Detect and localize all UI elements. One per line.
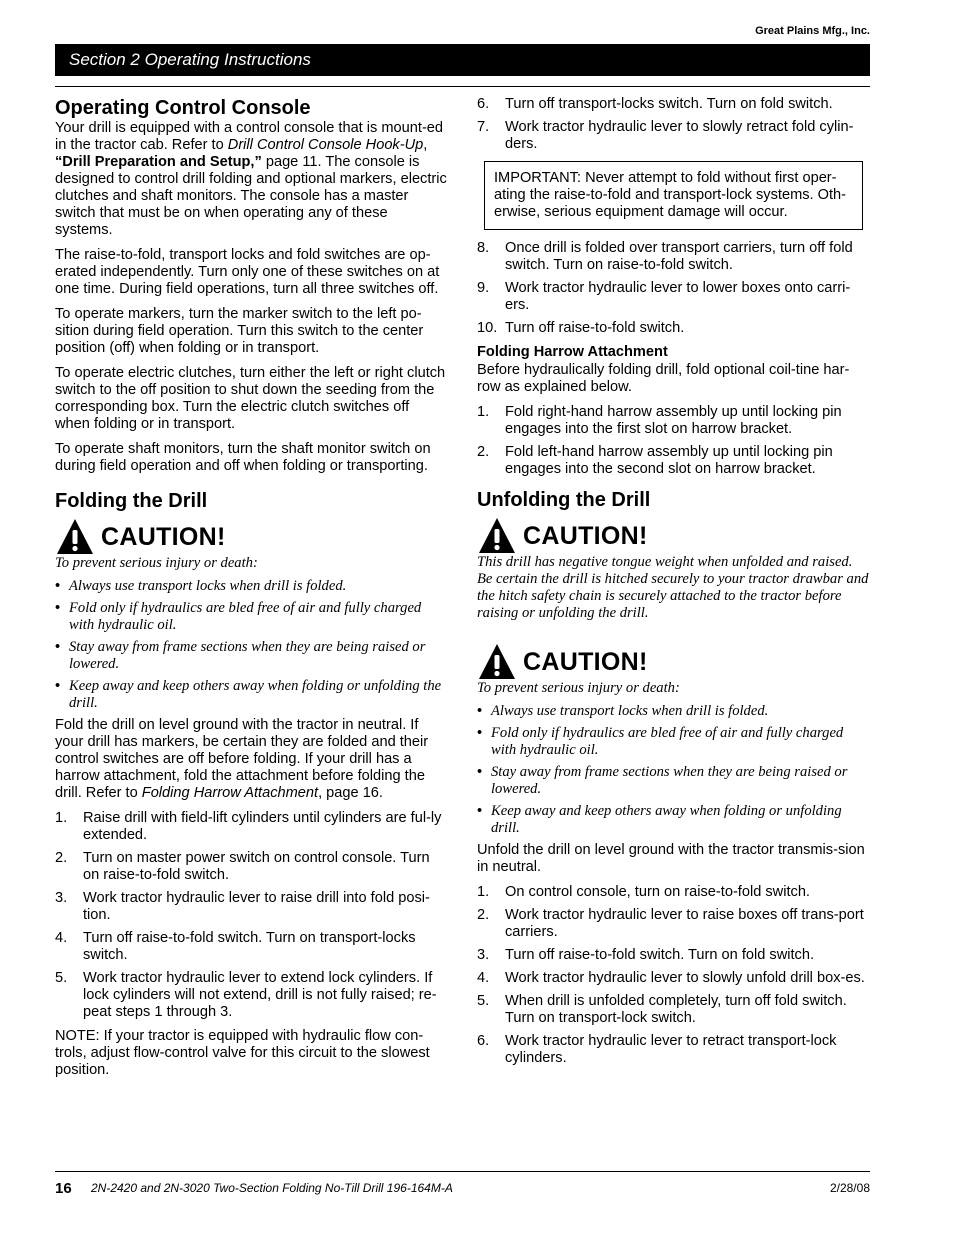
important-box: IMPORTANT: Never attempt to fold without first oper-ating the raise-to-fold and transport-lock systems. Oth-erwise, serious equipment damage will occur. xyxy=(484,161,863,230)
unfold-paragraph: Unfold the drill on level ground with the tractor transmis-sion in neutral. xyxy=(477,842,865,875)
list-item xyxy=(477,444,870,478)
monitors-paragraph: To operate shaft monitors, turn the shaft monitor switch on during field operation and off when folding or transporting. xyxy=(55,441,431,474)
list-item xyxy=(477,119,870,153)
left-column xyxy=(55,96,448,1087)
list-item xyxy=(477,320,870,337)
bullet-text: Stay away from frame sections when they are being raised or lowered. xyxy=(491,764,848,797)
step-number: 4. xyxy=(55,930,68,946)
bullet-icon: • xyxy=(477,803,483,819)
step-number: 4. xyxy=(477,970,490,986)
bullet-icon: • xyxy=(477,764,483,780)
step-text: Work tractor hydraulic lever to retract transport-lock cylinders. xyxy=(505,1033,837,1066)
right-column xyxy=(477,96,870,1074)
step-number: 2. xyxy=(477,444,490,460)
step-number: 2. xyxy=(55,850,68,866)
step-text: Turn on master power switch on control console. Turn on raise-to-fold switch. xyxy=(83,850,430,883)
header-rule xyxy=(55,86,870,87)
step-text: Work tractor hydraulic lever to slowly unfold drill box-es. xyxy=(505,970,865,986)
step-number: 9. xyxy=(477,280,490,296)
bullet-item xyxy=(477,725,870,759)
step-number: 7. xyxy=(477,119,490,135)
bullet-icon: • xyxy=(477,725,483,741)
bullet-text: Fold only if hydraulics are bled free of air and fully charged with hydraulic oil. xyxy=(491,725,844,758)
warning-icon xyxy=(477,516,517,556)
caution-banner-tongue xyxy=(477,514,870,558)
bullet-item xyxy=(55,678,448,712)
caution-bullets xyxy=(55,578,448,712)
step-number: 3. xyxy=(477,947,490,963)
bullet-icon: • xyxy=(55,600,61,616)
step-text: Turn off transport-locks switch. Turn on fold switch. xyxy=(505,96,833,112)
bullet-text: Always use transport locks when drill is folded. xyxy=(491,703,769,719)
list-item xyxy=(477,884,870,901)
warning-icon xyxy=(55,517,95,557)
bullet-item xyxy=(55,578,448,595)
document-title: 2N-2420 and 2N-3020 Two-Section Folding No-Till Drill 196-164M-A xyxy=(91,1181,453,1195)
step-number: 1. xyxy=(477,404,490,420)
list-item xyxy=(477,240,870,274)
unfolding-steps xyxy=(477,884,870,1067)
list-item xyxy=(477,993,870,1027)
list-item xyxy=(55,850,448,884)
bullet-text: Keep away and keep others away when folding or unfolding drill. xyxy=(491,803,842,836)
list-item xyxy=(477,970,870,987)
step-text: Turn off raise-to-fold switch. xyxy=(505,320,685,336)
harrow-intro: Before hydraulically folding drill, fold optional coil-tine har-row as explained below. xyxy=(477,362,850,395)
step-text: Fold right-hand harrow assembly up until locking pin engages into the first slot on harrow bracket. xyxy=(505,404,842,437)
caution-label: CAUTION! xyxy=(101,522,226,551)
step-number: 5. xyxy=(477,993,490,1009)
caution-banner xyxy=(55,515,448,559)
step-text: Work tractor hydraulic lever to slowly retract fold cylin-ders. xyxy=(505,119,854,152)
caution-label: CAUTION! xyxy=(523,521,648,550)
step-text: On control console, turn on raise-to-fold switch. xyxy=(505,884,810,900)
list-item xyxy=(477,280,870,314)
fold-paragraph: Fold the drill on level ground with the tractor in neutral. If your drill has markers, be certain they are folded and their control switches are off before folding. If your drill has a harrow attachment, fold the attachment before folding the drill. Refer to Folding Harrow Attachment, page 16. xyxy=(55,717,429,801)
bullet-item xyxy=(55,600,448,634)
clutches-paragraph: To operate electric clutches, turn either the left or right clutch switch to the off position to shut down the seeding from the corresponding box. Turn the electric clutch switches off when folding or in transport. xyxy=(55,365,446,432)
harrow-heading: Folding Harrow Attachment xyxy=(477,344,668,360)
list-item xyxy=(477,96,870,113)
step-number: 6. xyxy=(477,1033,490,1049)
document-date: 2/28/08 xyxy=(829,1181,870,1195)
caution-bullets xyxy=(477,703,870,837)
step-text: Turn off raise-to-fold switch. Turn on transport-locks switch. xyxy=(83,930,416,963)
step-text: Raise drill with field-lift cylinders until cylinders are ful-ly extended. xyxy=(83,810,442,843)
switches-paragraph: The raise-to-fold, transport locks and fold switches are op-erated independently. Turn only one of these switches on at one time. During field operations, turn all three switches off. xyxy=(55,247,440,297)
step-text: Work tractor hydraulic lever to lower boxes onto carri-ers. xyxy=(505,280,851,313)
bullet-icon: • xyxy=(55,678,61,694)
bullet-item xyxy=(477,803,870,837)
list-item xyxy=(477,907,870,941)
list-item xyxy=(477,404,870,438)
step-text: Once drill is folded over transport carriers, turn off fold switch. Turn on raise-to-fold switch. xyxy=(505,240,853,273)
caution-label: CAUTION! xyxy=(523,647,648,676)
console-heading: Operating Control Console xyxy=(55,97,311,119)
note-paragraph: NOTE: If your tractor is equipped with hydraulic flow con-trols, adjust flow-control valve for this circuit to the slowest position. xyxy=(55,1028,430,1078)
console-intro: Your drill is equipped with a control console that is mount-ed in the tractor cab. Refer to Drill Control Console Hook-Up, “Drill Preparation and Setup,” page 11. The console is designed to control drill folding and optional markers, electric clutches and shaft monitors. The console has a master switch that must be on when operating any of these systems. xyxy=(55,120,447,238)
harrow-steps xyxy=(477,404,870,478)
bullet-text: Keep away and keep others away when folding or unfolding the drill. xyxy=(69,678,442,711)
step-text: Turn off raise-to-fold switch. Turn on fold switch. xyxy=(505,947,815,963)
folding-heading: Folding the Drill xyxy=(55,490,208,512)
step-text: Fold left-hand harrow assembly up until locking pin engages into the second slot on harrow bracket. xyxy=(505,444,833,477)
step-text: When drill is unfolded completely, turn off fold switch. Turn on transport-lock switch. xyxy=(505,993,847,1026)
list-item xyxy=(55,930,448,964)
step-number: 8. xyxy=(477,240,490,256)
bullet-text: Stay away from frame sections when they are being raised or lowered. xyxy=(69,639,426,672)
footer-rule xyxy=(55,1171,870,1172)
list-item xyxy=(55,810,448,844)
list-item xyxy=(477,1033,870,1067)
list-item xyxy=(55,890,448,924)
bullet-item xyxy=(477,764,870,798)
bullet-icon: • xyxy=(55,639,61,655)
bullet-item xyxy=(55,639,448,673)
caution-tongue-text: This drill has negative tongue weight when unfolded and raised. Be certain the drill is hitched securely to your tractor drawbar and the hitch safety chain is securely attached to the tractor before raising or unfolding the drill. xyxy=(477,554,869,621)
step-text: Work tractor hydraulic lever to extend lock cylinders. If lock cylinders will not extend, drill is not fully raised; re-peat steps 1 through 3. xyxy=(83,970,437,1020)
bullet-text: Fold only if hydraulics are bled free of air and fully charged with hydraulic oil. xyxy=(69,600,422,633)
folding-steps xyxy=(55,810,448,1021)
warning-icon xyxy=(477,642,517,682)
step-number: 10. xyxy=(477,320,498,336)
list-item xyxy=(477,947,870,964)
caution-banner-unfold xyxy=(477,640,870,684)
step-number: 2. xyxy=(477,907,490,923)
step-text: Work tractor hydraulic lever to raise drill into fold posi-tion. xyxy=(83,890,430,923)
caution-intro: To prevent serious injury or death: xyxy=(55,555,258,571)
bullet-icon: • xyxy=(477,703,483,719)
step-number: 1. xyxy=(477,884,490,900)
page-number: 16 xyxy=(55,1180,72,1197)
bullet-text: Always use transport locks when drill is folded. xyxy=(69,578,347,594)
bullet-icon: • xyxy=(55,578,61,594)
company-name: Great Plains Mfg., Inc. xyxy=(755,25,870,37)
section-title: Section 2 Operating Instructions xyxy=(69,50,311,69)
section-header-bar xyxy=(55,44,870,76)
step-number: 1. xyxy=(55,810,68,826)
caution-intro: To prevent serious injury or death: xyxy=(477,680,680,696)
unfolding-heading: Unfolding the Drill xyxy=(477,489,651,511)
step-number: 6. xyxy=(477,96,490,112)
bullet-item xyxy=(477,703,870,720)
step-number: 5. xyxy=(55,970,68,986)
step-text: Work tractor hydraulic lever to raise boxes off trans-port carriers. xyxy=(505,907,864,940)
list-item xyxy=(55,970,448,1021)
folding-steps-final xyxy=(477,240,870,337)
step-number: 3. xyxy=(55,890,68,906)
markers-paragraph: To operate markers, turn the marker switch to the left po-sition during field operation. Turn this switch to the center position (off) when folding or in transport. xyxy=(55,306,424,356)
folding-steps-continued xyxy=(477,96,870,153)
